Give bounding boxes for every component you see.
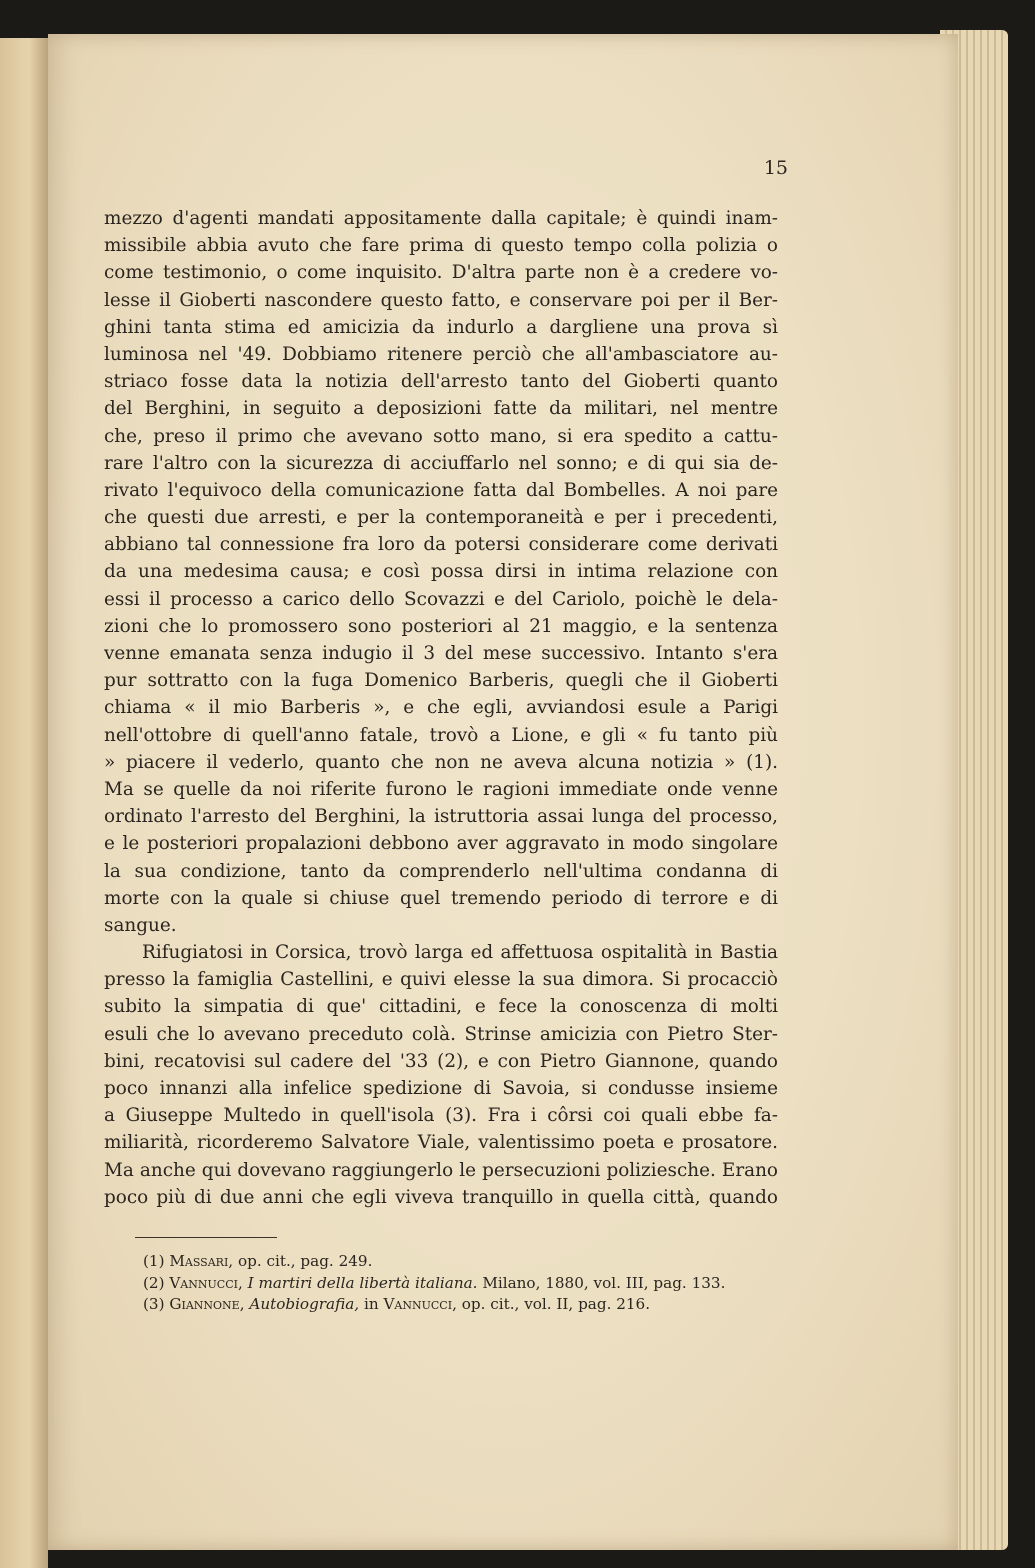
text-line: chiama « il mio Barberis », e che egli, avviandosi esule a Parigi xyxy=(104,697,778,719)
text-line: poco innanzi alla infelice spedizione di Savoia, si condusse insieme xyxy=(104,1078,778,1099)
text-line: luminosa nel '49. Dobbiamo ritenere perciò che all'ambasciatore au- xyxy=(104,343,778,365)
text-line: striaco fosse data la notizia dell'arresto tanto del Gioberti quanto xyxy=(104,371,778,393)
text-line: » piacere il vederlo, quanto che non ne aveva alcuna notizia » (1). xyxy=(104,751,778,773)
text-line: essi il processo a carico dello Scovazzi e del Cariolo, poichè le dela- xyxy=(104,588,778,610)
text-line: Rifugiatosi in Corsica, trovò larga ed affettuosa ospitalità in Bastia xyxy=(142,942,778,964)
text-line: zioni che lo promossero sono posteriori al 21 maggio, e la sentenza xyxy=(104,615,778,637)
text-line: rivato l'equivoco della comunicazione fatta dal Bombelles. A noi pare xyxy=(104,479,778,501)
text-line: rare l'altro con la sicurezza di acciuffarlo nel sonno; e di qui sia de- xyxy=(104,452,778,474)
footnote-marker: (3) xyxy=(143,1295,165,1313)
footnote-reference: Milano, 1880, vol. III, pag. 133. xyxy=(477,1273,726,1292)
text-line: sangue. xyxy=(104,914,177,936)
text-line: la sua condizione, tanto da comprenderlo nell'ultima condanna di xyxy=(104,860,778,882)
text-line: poco più di due anni che egli viveva tranquillo in quella città, quando xyxy=(104,1186,778,1208)
footnote-author: Vannucci xyxy=(383,1295,453,1313)
text-line: a Giuseppe Multedo in quell'isola (3). Fra i côrsi coi quali ebbe fa- xyxy=(104,1105,778,1127)
text-line: che questi due arresti, e per la contemporaneità e per i precedenti, xyxy=(104,507,778,529)
text-line: esuli che lo avevano preceduto colà. Strinse amicizia con Pietro Ster- xyxy=(104,1023,778,1045)
text-line: ordinato l'arresto del Berghini, la istruttoria assai lunga del processo, xyxy=(104,806,778,828)
footnote-1 xyxy=(143,1251,783,1273)
footnote-divider xyxy=(135,1237,277,1238)
text-line: subito la simpatia di que' cittadini, e fece la conoscenza di molti xyxy=(104,996,778,1018)
text-line: Ma anche qui dovevano raggiungerlo le persecuzioni poliziesche. Erano xyxy=(104,1159,778,1181)
text-line: che, preso il primo che avevano sotto mano, si era spedito a cattu- xyxy=(104,425,778,447)
text-line: presso la famiglia Castellini, e quivi elesse la sua dimora. Si procacciò xyxy=(104,969,778,991)
text-line: del Berghini, in seguito a deposizioni fatte da militari, nel mentre xyxy=(104,398,778,420)
footnote-connector: in xyxy=(359,1295,384,1313)
footnote-marker: (1) xyxy=(143,1252,165,1270)
footnote-3: (3) Giannone, Autobiografia, in Vannucci, op. cit., vol. II, pag. 216. xyxy=(143,1295,651,1313)
footnote-reference: , op. cit., vol. II, pag. 216. xyxy=(452,1295,651,1313)
footnote-author: Massari xyxy=(169,1252,229,1270)
footnote-marker: (2) xyxy=(143,1273,165,1292)
text-line: venne emanata senza indugio il 3 del mese successivo. Intanto s'era xyxy=(104,643,778,664)
footnote-title: Autobiografia, xyxy=(249,1295,360,1313)
footnote-reference: , op. cit., pag. 249. xyxy=(228,1252,373,1270)
text-line: e le posteriori propalazioni debbono aver aggravato in modo singolare xyxy=(104,833,778,855)
text-line: morte con la quale si chiuse quel tremendo periodo di terrore e di xyxy=(104,887,778,909)
text-line: Ma se quelle da noi riferite furono le ragioni immediate onde venne xyxy=(104,778,778,800)
text-line: missibile abbia avuto che fare prima di questo tempo colla polizia o xyxy=(104,235,778,257)
text-line: nell'ottobre di quell'anno fatale, trovò a Lione, e gli « fu tanto più xyxy=(104,724,778,746)
text-line: miliarità, ricorderemo Salvatore Viale, valentissimo poeta e prosatore. xyxy=(104,1132,778,1154)
footnote-author: Giannone xyxy=(169,1295,240,1313)
footnotes xyxy=(143,1251,783,1316)
left-page-edge xyxy=(0,38,48,1568)
text-line: bini, recatovisi sul cadere del '33 (2), e con Pietro Giannone, quando xyxy=(104,1050,778,1072)
footnote-title: I martiri della libertà italiana. xyxy=(247,1273,478,1292)
footnote-author: Vannucci xyxy=(169,1273,238,1292)
text-line: abbiano tal connessione fra loro da potersi considerare come derivati xyxy=(104,534,778,556)
text-line: lesse il Gioberti nascondere questo fatto, e conservare poi per il Ber- xyxy=(104,289,778,311)
text-line: come testimonio, o come inquisito. D'altra parte non è a credere vo- xyxy=(104,262,778,284)
text-line: pur sottratto con la fuga Domenico Barberis, quegli che il Gioberti xyxy=(104,670,778,692)
page-number: 15 xyxy=(763,157,788,179)
text-line: mezzo d'agenti mandati appositamente dalla capitale; è quindi inam- xyxy=(104,208,778,229)
footnote-2: (2) Vannucci, I martiri della libertà italiana. Milano, 1880, vol. III, pag. 133. xyxy=(143,1273,726,1292)
text-line: da una medesima causa; e così possa dirsi in intima relazione con xyxy=(104,561,778,583)
text-line: ghini tanta stima ed amicizia da indurlo a dargliene una prova sì xyxy=(104,316,778,338)
body-text xyxy=(104,205,778,1211)
